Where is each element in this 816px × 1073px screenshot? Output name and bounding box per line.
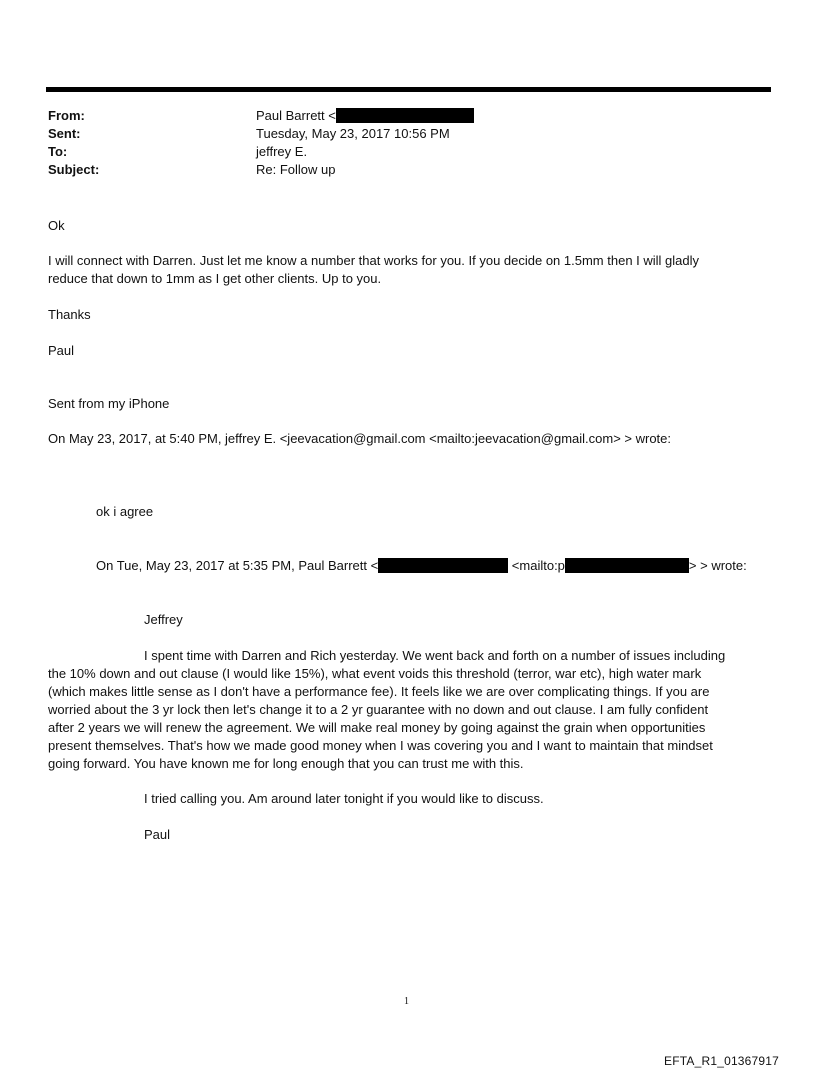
to-value: jeffrey E. <box>256 144 308 159</box>
tried-calling-line: I tried calling you. Am around later tonight if you would like to discuss. <box>144 791 544 806</box>
header-rule <box>46 87 771 92</box>
to-label: To: <box>48 144 68 159</box>
paragraph-line-7: going forward. You have known me for long enough that you can trust me with this. <box>48 756 524 771</box>
quote-header-2: On Tue, May 23, 2017 at 5:35 PM, Paul Barrett < <mailto:p > > wrote: <box>96 558 747 573</box>
salutation: Jeffrey <box>144 612 183 627</box>
body-line-1: I will connect with Darren. Just let me know a number that works for you. If you decide on 1.5mm then I will gladly <box>48 253 700 268</box>
paragraph-line-2: the 10% down and out clause (I would like 15%), what event voids this threshold (terror, war etc), high water mark <box>48 666 702 681</box>
paragraph-line-6: present themselves. That's how we made good money when I was covering you and I want to maintain that mindset <box>48 738 713 753</box>
reply-agree: ok i agree <box>96 504 154 519</box>
email-header <box>48 107 768 187</box>
paragraph-line-5: after 2 years we will renew the agreement. We will make real money by going against the grain when opportunities <box>48 720 706 735</box>
paragraph-line-4: worried about the 3 yr lock then let's change it to a 2 yr guarantee with no down and out clause. I am fully confident <box>48 702 709 717</box>
from-label: From: <box>48 108 85 123</box>
page-number: 1 <box>404 996 409 1007</box>
body-signature: Paul <box>48 343 75 358</box>
sent-value: Tuesday, May 23, 2017 10:56 PM <box>256 126 450 141</box>
redaction-bar <box>378 558 508 573</box>
sent-label: Sent: <box>48 126 81 141</box>
closing-signature: Paul <box>144 827 171 842</box>
subject-label: Subject: <box>48 162 100 177</box>
paragraph-line-1: I spent time with Darren and Rich yesterday. We went back and forth on a number of issues including <box>144 648 726 663</box>
body-ok: Ok <box>48 218 65 233</box>
paragraph-line-3: (which makes little sense as I don't have a performance fee). It feels like we are over complicating things. If you are <box>48 684 710 699</box>
body-line-2: reduce that down to 1mm as I get other clients. Up to you. <box>48 271 382 286</box>
body-thanks: Thanks <box>48 307 91 322</box>
bates-number: EFTA_R1_01367917 <box>664 1054 780 1068</box>
redaction-bar <box>336 108 474 123</box>
from-value: Paul Barrett < <box>256 107 474 125</box>
redaction-bar <box>565 558 689 573</box>
sent-from-line: Sent from my iPhone <box>48 396 170 411</box>
quote-header: On May 23, 2017, at 5:40 PM, jeffrey E. <jeevacation@gmail.com <mailto:jeevacation@gmail.com> > wrote: <box>48 431 672 446</box>
subject-value: Re: Follow up <box>256 162 336 177</box>
